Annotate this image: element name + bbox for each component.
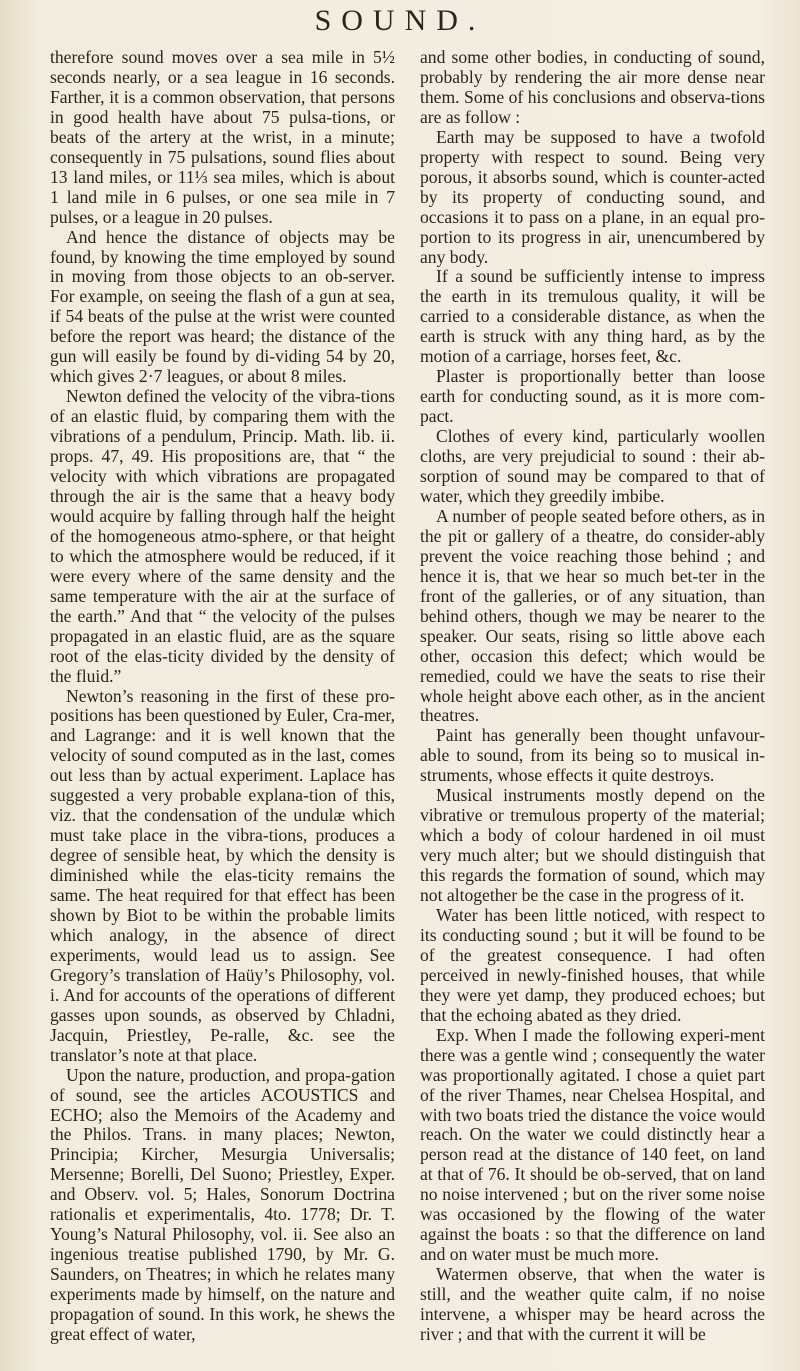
right-paragraph-1: and some other bodies, in conducting of sound, probably by rendering the air more dense near them. Some of his conclusions and observa-tions are as follow : bbox=[420, 47, 765, 127]
running-head: SOUND. bbox=[314, 4, 486, 37]
right-paragraph-7: Paint has generally been thought unfavour-able to sound, from its being so to musical in-struments, whose effects it quite destroys. bbox=[420, 725, 765, 786]
left-column bbox=[50, 48, 395, 1345]
left-paragraph-5: Upon the nature, production, and propa-gation of sound, see the articles ACOUSTICS and ECHO; also the Memoirs of the Academy and the Philos. Trans. in many places; Newton, Principia; Kircher, Mesurgia Universalis; Mersenne; Borelli, Del Suono; Priestley, Exper. and Observ. vol. 5; Hales, Sonorum Doctrina rationalis et experimentalis, 4to. 1778; Dr. T. Young’s Natural Philosophy, vol. ii. See also an ingenious treatise published 1790, by Mr. G. Saunders, on Theatres; in which he relates many experiments made by himself, on the nature and propagation of sound. In this work, he shews the great effect of water, bbox=[50, 1064, 395, 1344]
right-paragraph-2: Earth may be supposed to have a twofold property with respect to sound. Being very porous, it absorbs sound, which is counter-acted by its property of conducting sound, and occasions it to pass on a plane, in an equal pro-portion to its progress in air, unencumbered by any body. bbox=[420, 126, 765, 267]
right-paragraph-8: Musical instruments mostly depend on the vibrative or tremulous property of the material; which a body of colour hardened in oil must very much alter; but we should distinguish that this regards the formation of sound, which may not altogether be the case in the progress of it. bbox=[420, 785, 765, 906]
left-paragraph-2: And hence the distance of objects may be found, by knowing the time employed by sound in moving from those objects to an ob-server. For example, on seeing the flash of a gun at sea, if 54 beats of the pulse at the wrist were counted before the report was heard; the distance of the gun will easily be found by di-viding 54 by 20, which gives 2·7 leagues, or about 8 miles. bbox=[50, 226, 395, 387]
right-paragraph-10: Exp. When I made the following experi-ment there was a gentle wind ; consequently the water was proportionally agitated. I chose a quiet part of the river Thames, near Chelsea Hospital, and with two boats tried the distance the voice would reach. On the water we could distinctly hear a person read at the distance of 140 feet, on land at that of 76. It should be ob-served, that on land no noise intervened ; but on the river some noise was occasioned by the flowing of the water against the boats : so that the difference on land and on water must be much more. bbox=[420, 1024, 765, 1265]
right-paragraph-11: Watermen observe, that when the water is still, and the weather quite calm, if no noise intervene, a whisper may be heard across the river ; and that with the current it will be bbox=[420, 1264, 765, 1344]
right-paragraph-9: Water has been little noticed, with respect to its conducting sound ; but it will be found to be of the greatest consequence. I had often perceived in newly-finished houses, that while they were yet damp, they produced echoes; but that the echoing abated as they dried. bbox=[420, 904, 765, 1025]
left-paragraph-3: Newton defined the velocity of the vibra-tions of an elastic fluid, by comparing them with the vibrations of a pendulum, Princip. Math. lib. ii. props. 47, 49. His propositions are, that “ the velocity with which vibrations are propagated through the air is the same that a heavy body would acquire by falling through half the height of the homogeneous atmo-sphere, or that height to which the atmosphere would be reduced, if it were every where of the same density and the same temperature with the air at the surface of the earth.” And that “ the velocity of the pulses propagated in an elastic fluid, are as the square root of the elas-ticity divided by the density of the fluid.” bbox=[50, 386, 395, 686]
right-column bbox=[420, 48, 765, 1345]
right-paragraph-4: Plaster is proportionally better than loose earth for conducting sound, as it is more com-pact. bbox=[420, 366, 765, 427]
left-paragraph-4: Newton’s reasoning in the first of these pro-positions has been questioned by Euler, Cra-mer, and Lagrange: and it is well known that the velocity of sound computed as in the last, comes out less than by actual experiment. Laplace has suggested a very probable explana-tion of this, viz. that the condensation of the undulæ which must take place in the vibra-tions, produces a degree of sensible heat, by which the density is diminished while the elas-ticity remains the same. The heat required for that effect has been shown by Biot to be within the probable limits which analogy, in the absence of direct experiments, would lead us to assign. See Gregory’s translation of Haüy’s Philosophy, vol. i. And for accounts of the operations of different gasses upon sounds, as observed by Chladni, Jacquin, Priestley, Pe-ralle, &c. see the translator’s note at that place. bbox=[50, 685, 395, 1065]
left-paragraph-1: therefore sound moves over a sea mile in 5½ seconds nearly, or a sea league in 16 seconds. Farther, it is a common observation, that persons in good health have about 75 pulsa-tions, or beats of the artery at the wrist, in a minute; consequently in 75 pulsations, sound flies about 13 land miles, or 11⅓ sea miles, which is about 1 land mile in 6 pulses, or one sea mile in 7 pulses, or a league in 20 pulses. bbox=[50, 47, 395, 227]
right-paragraph-5: Clothes of every kind, particularly woollen cloths, are very prejudicial to sound : their ab-sorption of sound may be compared to that of water, which they greedily imbibe. bbox=[420, 426, 765, 506]
right-paragraph-6: A number of people seated before others, as in the pit or gallery of a theatre, do consider-ably prevent the voice reaching those behind ; and hence it is, that we hear so much bet-ter in the front of the galleries, or of any situation, than behind others, though we may be nearer to the speaker. Our seats, rising so little above each other, occasion this defect; which would be remedied, could we have the seats to rise their whole height above each other, as in the ancient theatres. bbox=[420, 505, 765, 726]
right-paragraph-3: If a sound be sufficiently intense to impress the earth in its tremulous quality, it will be carried to a considerable distance, as when the earth is struck with any thing hard, as by the motion of a carriage, horses feet, &c. bbox=[420, 266, 765, 367]
